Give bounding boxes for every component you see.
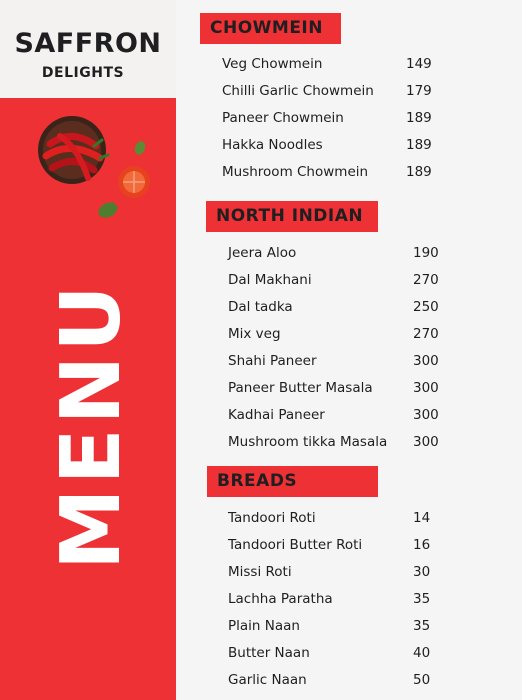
section-header-breads: BREADS (207, 466, 378, 497)
menu-item-name: Dal tadka (228, 299, 293, 315)
menu-item-price: 300 (413, 353, 439, 369)
menu-item-price: 189 (406, 110, 432, 126)
menu-item-price: 35 (413, 618, 431, 634)
menu-item-name: Missi Roti (228, 564, 292, 580)
brand-box (0, 0, 176, 98)
menu-item-price: 50 (413, 672, 431, 688)
menu-item-price: 250 (413, 299, 439, 315)
menu-item-name: Plain Naan (228, 618, 300, 634)
brand-tagline: DELIGHTS (41, 65, 125, 81)
menu-item-price: 35 (413, 591, 431, 607)
menu-item-name: Paneer Butter Masala (228, 380, 373, 396)
menu-item-price: 270 (413, 272, 439, 288)
menu-item-name: Shahi Paneer (228, 353, 317, 369)
menu-item-name: Kadhai Paneer (228, 407, 325, 423)
menu-item-price: 270 (413, 326, 439, 342)
menu-vertical-title: MENU (44, 281, 139, 570)
menu-item-price: 30 (413, 564, 431, 580)
section-header-north-indian: NORTH INDIAN (206, 201, 378, 232)
menu-item-price: 16 (413, 537, 431, 553)
menu-item-price: 300 (413, 380, 439, 396)
menu-item-price: 14 (413, 510, 431, 526)
menu-item-name: Dal Makhani (228, 272, 312, 288)
menu-item-name: Tandoori Roti (228, 510, 316, 526)
brand-title: SAFFRON (14, 28, 162, 59)
menu-item-price: 40 (413, 645, 431, 661)
menu-item-name: Lachha Paratha (228, 591, 333, 607)
chili-bowl-image (30, 108, 160, 226)
menu-item-name: Mushroom tikka Masala (228, 434, 388, 450)
menu-item-name: Tandoori Butter Roti (228, 537, 363, 553)
menu-item-name: Butter Naan (228, 645, 310, 661)
menu-item-name: Jeera Aloo (228, 245, 297, 261)
menu-item-name: Veg Chowmein (222, 56, 323, 72)
menu-item-name: Mushroom Chowmein (222, 164, 369, 180)
menu-item-price: 179 (406, 83, 432, 99)
menu-item-price: 149 (406, 56, 432, 72)
menu-item-price: 300 (413, 407, 439, 423)
menu-item-name: Paneer Chowmein (222, 110, 344, 126)
menu-item-price: 190 (413, 245, 439, 261)
menu-item-name: Hakka Noodles (222, 137, 323, 153)
left-panel (0, 0, 176, 700)
menu-item-price: 189 (406, 137, 432, 153)
menu-item-name: Mix veg (228, 326, 281, 342)
menu-item-name: Chilli Garlic Chowmein (222, 83, 374, 99)
menu-item-name: Garlic Naan (228, 672, 307, 688)
menu-item-price: 300 (413, 434, 439, 450)
menu-item-price: 189 (406, 164, 432, 180)
section-header-chowmein: CHOWMEIN (200, 13, 341, 44)
